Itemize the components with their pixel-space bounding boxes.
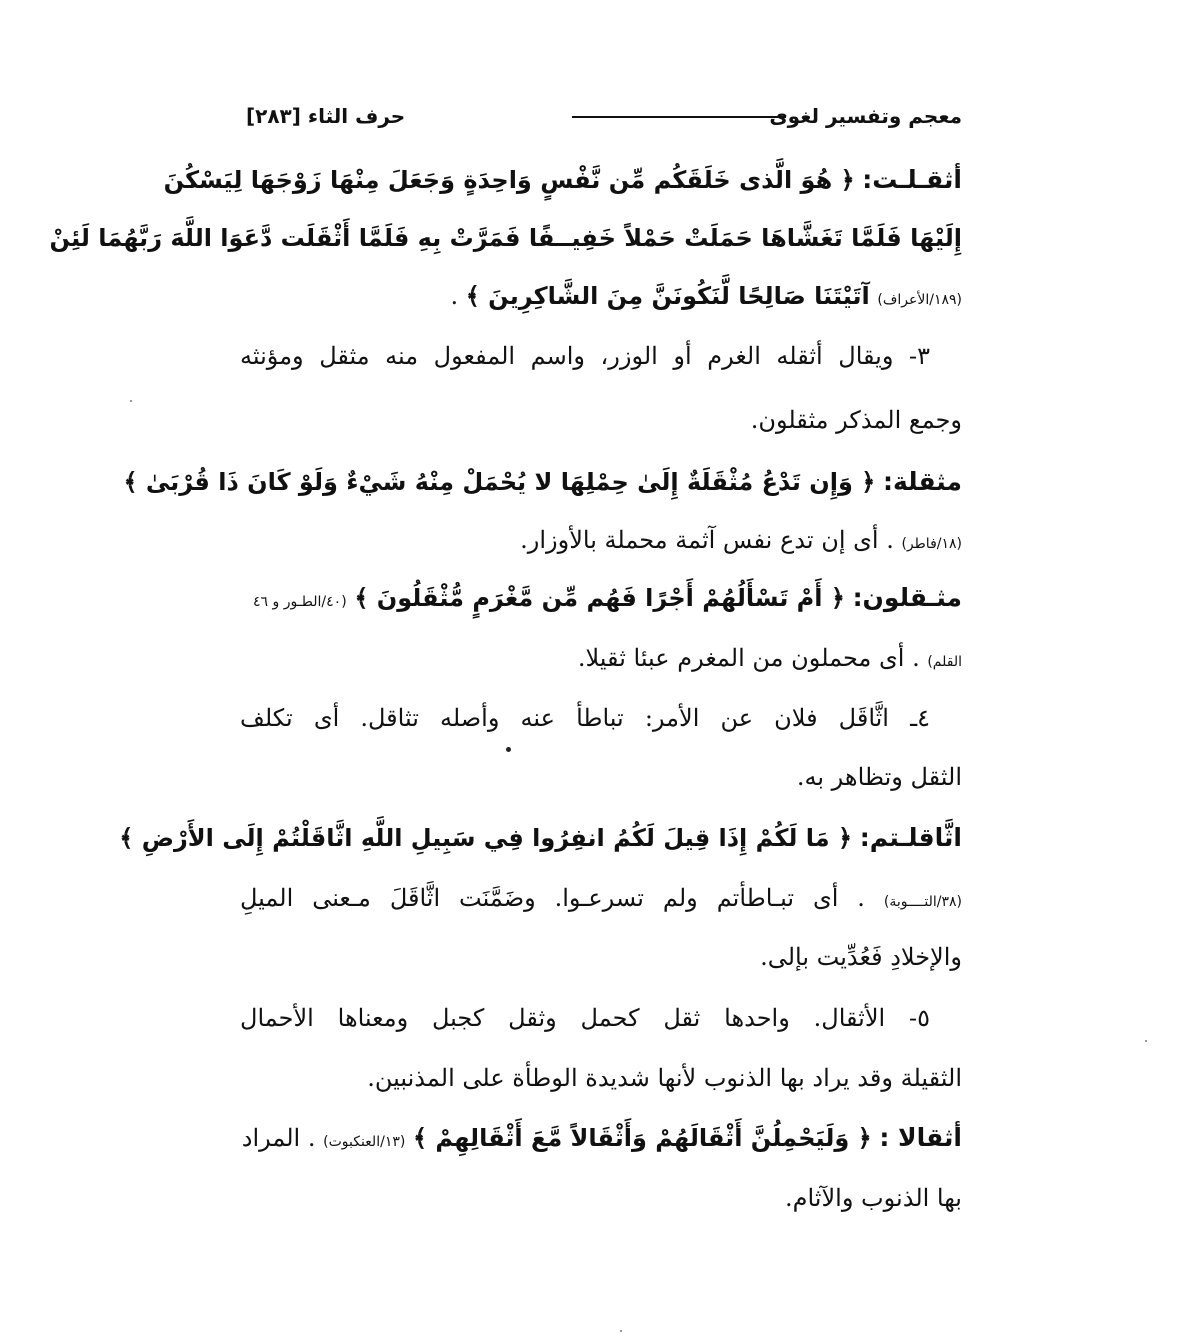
scan-speck xyxy=(620,1330,622,1332)
text-line xyxy=(240,520,962,564)
line-text: والإخلادِ فَعُدِّيت بإلى. xyxy=(760,943,962,971)
text-line xyxy=(240,878,962,922)
entry-term: أثقالا : xyxy=(879,1123,962,1152)
entry-term: اثَّاقلـتم: xyxy=(859,823,962,852)
text-line xyxy=(119,818,962,858)
quran-quote: إِلَيْهَا فَلَمَّا تَغَشَّاهَا حَمَلَتْ حَمْلاً خَفِيــفًا فَمَرَّتْ بِهِ فَلَمَّا أَثْقَلَت دَّعَوَا اللَّهَ رَبَّهُمَا لَئِنْ xyxy=(49,224,962,252)
entry-term: أثقـلـت: xyxy=(862,165,962,194)
text-line xyxy=(49,218,962,258)
text-line xyxy=(240,757,962,797)
line-text: ٥- الأثقال. واحدها ثقل كحمل وثقل كجبل ومعناها الأحمال xyxy=(240,1004,930,1032)
quran-quote: ﴿ وَإِن تَدْعُ مُثْقَلَةٌ إِلَىٰ حِمْلِهَا لا يُحْمَلْ مِنْهُ شَيْءٌ وَلَوْ كَانَ ذَا قُرْبَىٰ ﴾ xyxy=(123,468,876,496)
text-line xyxy=(123,462,962,502)
text-line xyxy=(240,638,962,682)
text-line xyxy=(240,400,962,440)
line-text: . أى محملون من المغرم عبئا ثقيلا. xyxy=(577,644,920,672)
running-header xyxy=(246,102,962,130)
line-suffix: . المراد xyxy=(241,1124,316,1152)
header-rule xyxy=(572,116,786,118)
quran-quote: ﴿ هُوَ الَّذى خَلَقَكُم مِّن نَّفْسٍ وَاحِدَةٍ وَجَعَلَ مِنْهَا زَوْجَهَا لِيَسْكُنَ xyxy=(163,166,855,194)
entry-term: مثـقلون: xyxy=(852,583,962,612)
line-suffix: . xyxy=(450,282,459,310)
line-text: بها الذنوب والآثام. xyxy=(785,1184,962,1212)
text-line xyxy=(240,578,962,622)
quran-quote: ﴿ أَمْ تَسْأَلُهُمْ أَجْرًا فَهُم مِّن مَّغْرَمٍ مُّثْقَلُونَ ﴾ xyxy=(354,584,845,612)
line-text: وجمع المذكر مثقلون. xyxy=(750,406,962,434)
text-line xyxy=(240,336,930,376)
reference: (١٣/العنكبوت) xyxy=(323,1134,406,1150)
reference: (٤٠/الطـور و ٤٦ xyxy=(252,594,347,610)
section-and-page-number: حرف الثاء [٢٨٣] xyxy=(246,104,406,128)
reference: (١٨/فاطر) xyxy=(901,536,962,552)
scan-speck xyxy=(130,400,132,402)
line-text: ٤ـ اثَّاقَل فلان عن الأمر: تباطأ عنه وأصله تثاقل. أى تكلف xyxy=(240,704,930,732)
text-line xyxy=(240,1058,962,1098)
text-line xyxy=(240,937,962,977)
line-text: الثقيلة وقد يراد بها الذنوب لأنها شديدة الوطأة على المذنبين. xyxy=(367,1064,962,1092)
quran-quote: ﴿ مَا لَكُمْ إِذَا قِيلَ لَكُمُ انفِرُوا فِي سَبِيلِ اللَّهِ اثَّاقَلْتُمْ إِلَى الأَرْضِ ﴾ xyxy=(119,824,853,852)
text-line xyxy=(240,1178,962,1218)
reference: القلم) xyxy=(927,654,962,670)
text-line xyxy=(163,160,962,200)
line-text: . أى تبـاطأتم ولم تسرعـوا. وضَمَّنَت اثَّاقَلَ مـعنى الميلِ xyxy=(240,884,865,912)
quran-quote: آتَيْتَنَا صَالِحًا لَّنَكُونَنَّ مِنَ الشَّاكِرِينَ ﴾ xyxy=(465,282,870,310)
text-line xyxy=(240,998,930,1038)
line-text: الثقل وتظاهر به. xyxy=(796,763,962,791)
entry-term: مثقلة: xyxy=(882,467,962,496)
book-title: معجم وتفسير لغوى xyxy=(769,104,962,128)
reference: (٣٨/التــــوبة) xyxy=(883,894,962,910)
line-text: . أى إن تدع نفس آثمة محملة بالأوزار. xyxy=(520,526,894,554)
ink-dot xyxy=(506,747,511,752)
text-line xyxy=(240,698,930,738)
reference: (١٨٩/الأعراف) xyxy=(877,292,962,308)
quran-quote: ﴿ وَلَيَحْمِلُنَّ أَثْقَالَهُمْ وَأَثْقَالاً مَّعَ أَثْقَالِهِمْ ﴾ xyxy=(412,1124,872,1152)
line-text: ٣- ويقال أثقله الغرم أو الوزر، واسم المفعول منه مثقل ومؤنثه xyxy=(240,342,931,370)
scan-speck xyxy=(1145,1040,1147,1042)
text-line xyxy=(240,276,962,320)
text-line xyxy=(240,1118,962,1162)
